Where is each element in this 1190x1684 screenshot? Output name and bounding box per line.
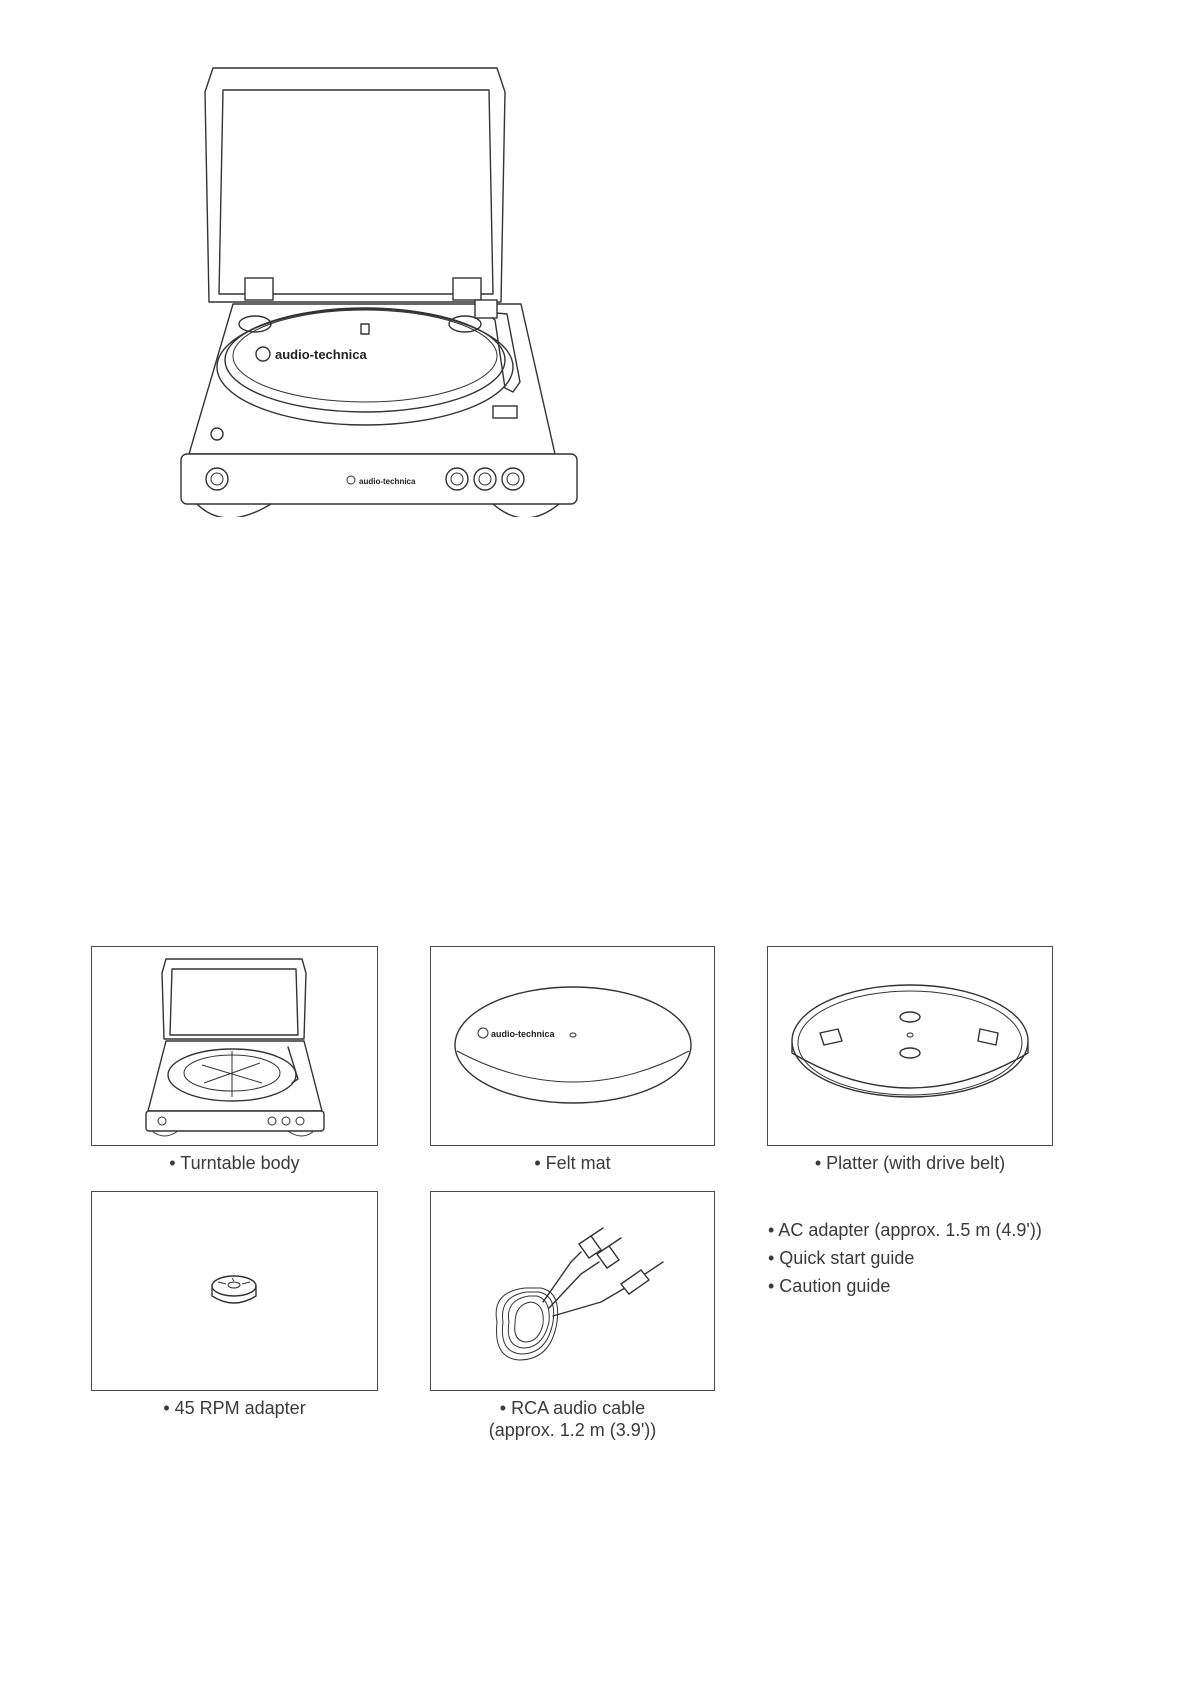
rca-cable-caption-line2: (approx. 1.2 m (3.9'))	[488, 1420, 657, 1440]
turntable-body-caption: • Turntable body	[169, 1153, 300, 1173]
turntable-illustration	[175, 62, 595, 517]
felt-mat-caption: • Felt mat	[534, 1153, 611, 1173]
rca-cable-caption	[430, 1397, 715, 1441]
platter-logo-text: audio-technica	[275, 347, 367, 362]
rpm-adapter-box	[91, 1191, 378, 1391]
rca-cable-caption-line1: • RCA audio cable	[499, 1398, 646, 1418]
rpm-adapter-caption: • 45 RPM adapter	[163, 1398, 306, 1418]
rca-cable-illustration	[431, 1192, 714, 1390]
rca-cable-box	[430, 1191, 715, 1391]
platter-illustration	[768, 947, 1052, 1145]
front-logo-text: audio-technica	[359, 477, 416, 486]
turntable-body-box	[91, 946, 378, 1146]
list-item: • Quick start guide	[768, 1248, 915, 1268]
platter-caption: • Platter (with drive belt)	[814, 1153, 1006, 1173]
list-item: • AC adapter (approx. 1.5 m (4.9'))	[768, 1220, 1042, 1240]
felt-mat-logo-text: audio-technica	[491, 1029, 555, 1039]
list-item: • Caution guide	[768, 1276, 891, 1296]
felt-mat-box	[430, 946, 715, 1146]
rpm-adapter-illustration	[92, 1192, 377, 1390]
platter-box	[767, 946, 1053, 1146]
turntable-body-illustration	[92, 947, 377, 1145]
other-items-list	[768, 1216, 1042, 1300]
felt-mat-illustration	[431, 947, 714, 1145]
